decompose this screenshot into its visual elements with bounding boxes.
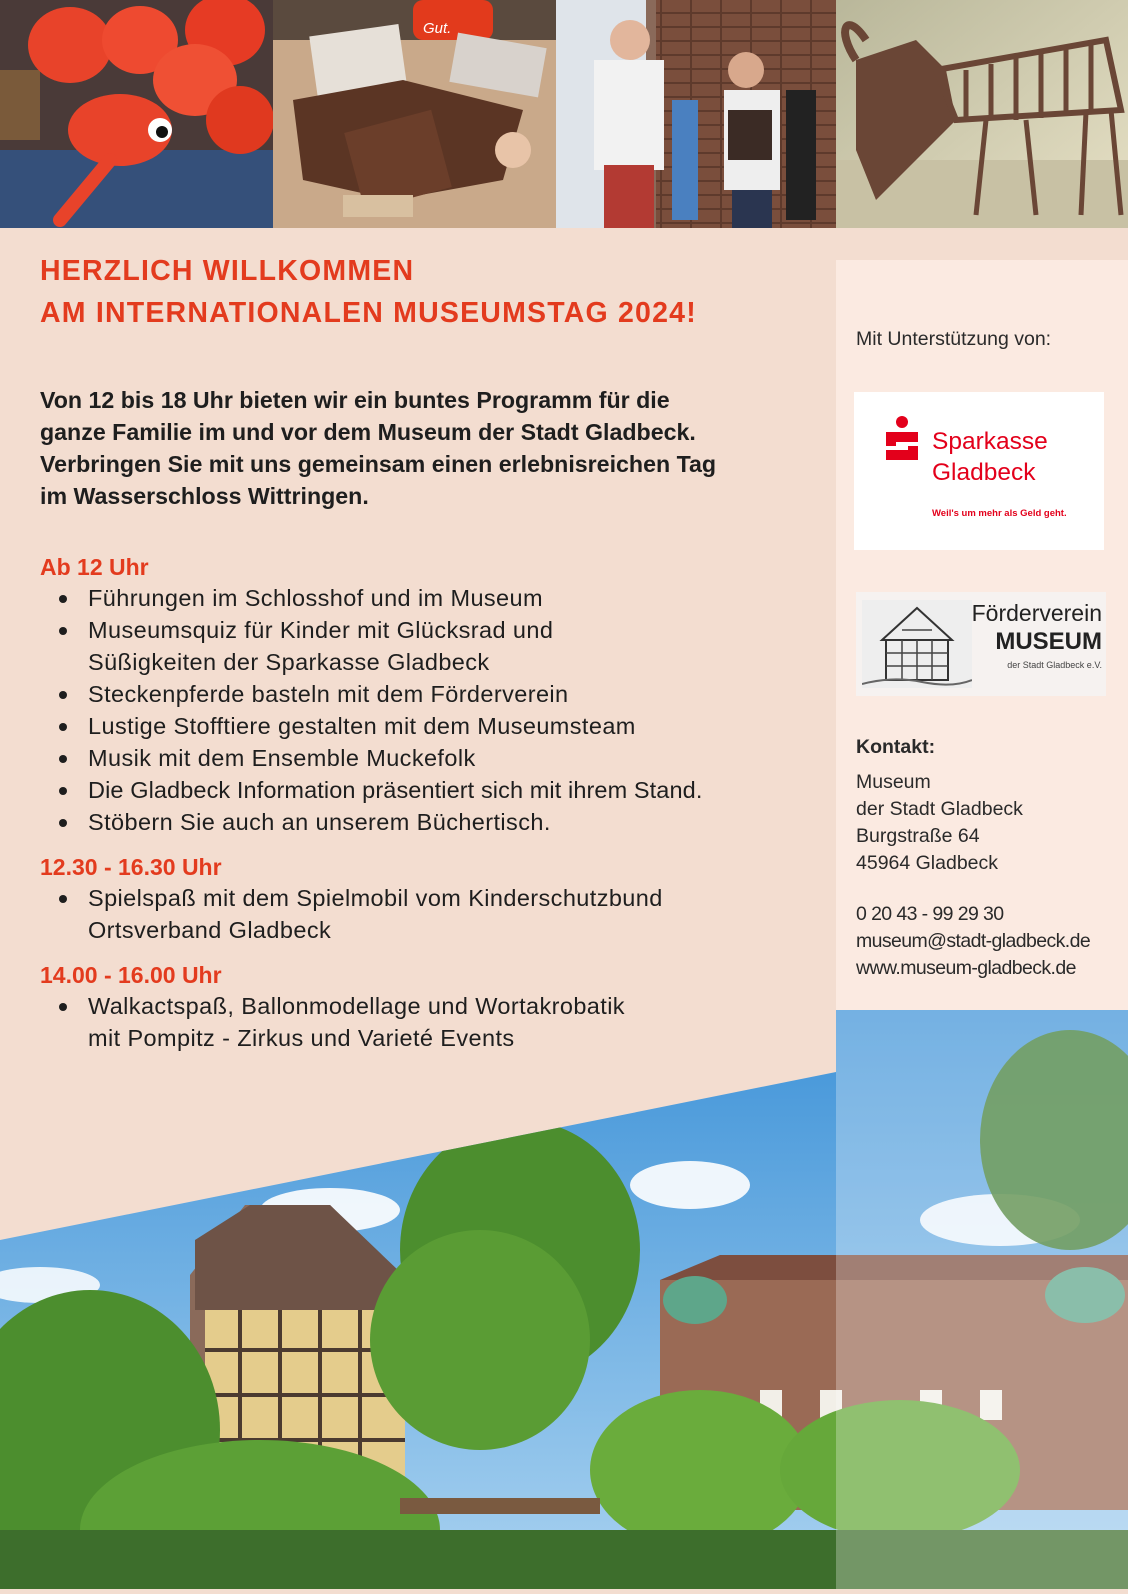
list-item-continuation: Süßigkeiten der Sparkasse Gladbeck bbox=[88, 649, 490, 675]
program-section-1230 bbox=[40, 852, 820, 946]
address-line: Burgstraße 64 bbox=[856, 825, 980, 847]
sparkasse-logo bbox=[854, 392, 1104, 550]
address-line: der Stadt Gladbeck bbox=[856, 798, 1023, 820]
header-photo-strip bbox=[0, 0, 1128, 228]
list-item: Museumsquiz für Kinder mit Glücksrad und bbox=[40, 614, 820, 646]
sparkasse-slogan: Weil's um mehr als Geld geht. bbox=[932, 508, 1067, 519]
list-item-continuation: Ortsverband Gladbeck bbox=[88, 917, 332, 943]
intro-line-4: im Wasserschloss Wittringen. bbox=[40, 483, 369, 509]
section-time: Ab 12 Uhr bbox=[40, 554, 149, 580]
program-list bbox=[40, 582, 820, 838]
support-label: Mit Unterstützung von: bbox=[856, 328, 1052, 350]
wasserschloss-photo bbox=[0, 1010, 1128, 1589]
section-time: 12.30 - 16.30 Uhr bbox=[40, 854, 222, 880]
address-line: 45964 Gladbeck bbox=[856, 852, 999, 874]
sparkasse-name bbox=[932, 426, 1048, 488]
skeleton-exhibit-photo bbox=[836, 0, 1128, 228]
foerderverein-museum: MUSEUM bbox=[995, 628, 1102, 655]
list-item: Stöbern Sie auch an unserem Büchertisch. bbox=[40, 806, 820, 838]
contact-email: museum@stadt-gladbeck.de bbox=[856, 930, 1091, 952]
craft-note: Gut. bbox=[423, 20, 452, 37]
foerderverein-sub: der Stadt Gladbeck e.V. bbox=[1007, 660, 1102, 670]
list-item: Die Gladbeck Information präsentiert sich mit ihrem Stand. bbox=[40, 774, 820, 806]
craft-table-photo bbox=[273, 0, 556, 228]
section-time: 14.00 - 16.00 Uhr bbox=[40, 962, 222, 988]
list-item: Musik mit dem Ensemble Muckefolk bbox=[40, 742, 820, 774]
list-item: Steckenpferde basteln mit dem Förderverein bbox=[40, 678, 820, 710]
contact-website: www.museum-gladbeck.de bbox=[856, 957, 1076, 979]
sparkasse-name-line-2: Gladbeck bbox=[932, 459, 1036, 486]
title-line-2: AM INTERNATIONALEN MUSEUMSTAG 2024! bbox=[40, 297, 697, 329]
intro-text bbox=[40, 384, 820, 512]
intro-line-2: ganze Familie im und vor dem Museum der Stadt Gladbeck. bbox=[40, 419, 696, 445]
list-item: Walkactspaß, Ballonmodellage und Wortakrobatik bbox=[40, 990, 820, 1022]
intro-line-3: Verbringen Sie mit uns gemeinsam einen erlebnisreichen Tag bbox=[40, 451, 717, 477]
list-item-continuation: mit Pompitz - Zirkus und Varieté Events bbox=[88, 1025, 515, 1051]
sparkasse-s-icon bbox=[884, 416, 920, 462]
page-title bbox=[40, 250, 820, 334]
list-item: Führungen im Schlosshof und im Museum bbox=[40, 582, 820, 614]
balloon-animal-photo bbox=[0, 0, 273, 228]
contact-address bbox=[856, 769, 1118, 877]
foerderverein-name: Förderverein bbox=[971, 600, 1102, 626]
contact-details bbox=[856, 901, 1118, 982]
foerderverein-logo bbox=[856, 592, 1106, 696]
sparkasse-name-line-1: Sparkasse bbox=[932, 428, 1048, 455]
list-item: Spielspaß mit dem Spielmobil vom Kinderschutzbund bbox=[40, 882, 820, 914]
program-list bbox=[40, 990, 820, 1054]
program-list bbox=[40, 882, 820, 946]
address-line: Museum bbox=[856, 771, 931, 793]
program-section-1400 bbox=[40, 960, 820, 1054]
list-item: Lustige Stofftiere gestalten mit dem Museumsteam bbox=[40, 710, 820, 742]
musicians-photo bbox=[556, 0, 836, 228]
contact-heading: Kontakt: bbox=[856, 736, 936, 758]
contact-phone: 0 20 43 - 99 29 30 bbox=[856, 903, 1004, 925]
intro-line-1: Von 12 bis 18 Uhr bieten wir ein buntes Programm für die bbox=[40, 387, 670, 413]
title-line-1: HERZLICH WILLKOMMEN bbox=[40, 255, 415, 287]
contact-block bbox=[856, 734, 1118, 982]
main-content bbox=[40, 250, 820, 1054]
program-section-ab-12 bbox=[40, 552, 820, 838]
